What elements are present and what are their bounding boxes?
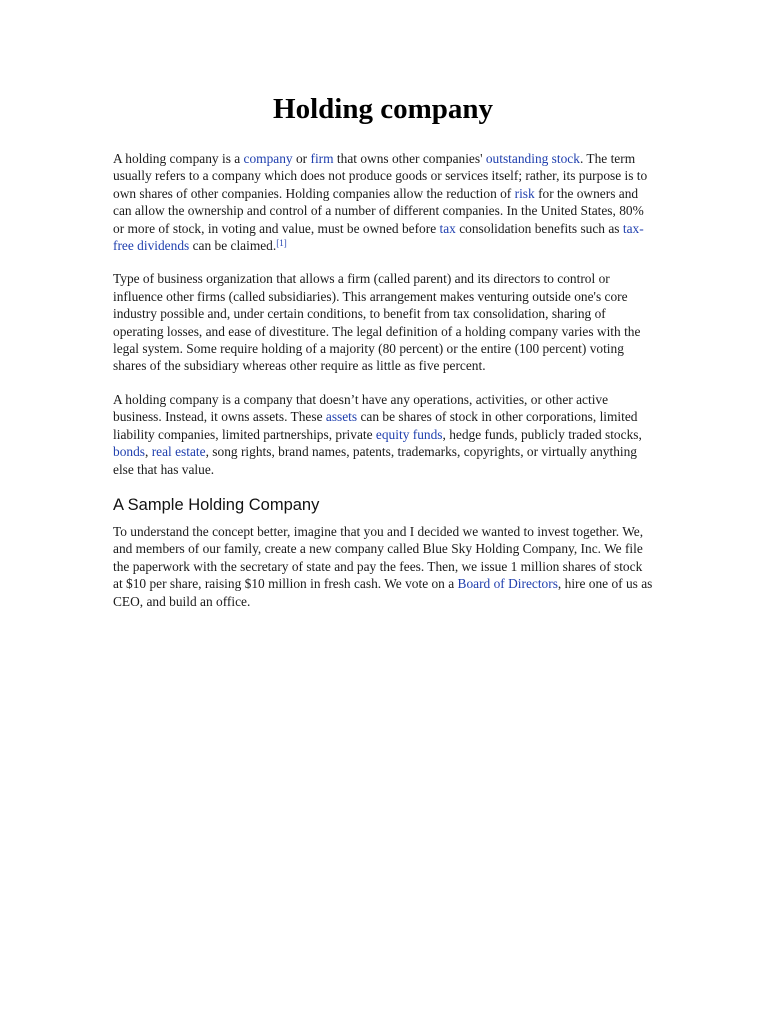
text-run: for the owners and can allow the ownership and control of a number of different companies. In the United States, 80% or more of stock, in voting and value, must be owned before (113, 185, 644, 236)
link-board-of-directors[interactable]: Board of Directors (457, 576, 558, 592)
link-equity-funds[interactable]: equity funds (375, 426, 443, 442)
document-page (113, 88, 653, 626)
link-company[interactable]: company (243, 151, 293, 166)
text-run: . The term usually refers to a company which does not produce goods or services itself; rather, its purpose is to own shares of other companies. Holding companies allow the reduction of (113, 151, 648, 201)
text-run: can be claimed. (189, 238, 277, 254)
text-run: , hire one of us as CEO, and build an office. (113, 576, 653, 609)
paragraph-sample-company (113, 523, 653, 610)
text-run: can be shares of stock in other corporations, limited liability companies, limited partnerships, private (113, 409, 638, 442)
link-risk[interactable]: risk (514, 185, 535, 201)
text-run: To understand the concept better, imagine that you and I decided we wanted to invest together. We, and members of our family, create a new company called Blue Sky Holding Company, Inc. We file the paperwork with the secretary of state and pay the fees. Then, we issue 1 million shares of stock at $10 per share, raising $10 million in fresh cash. We vote on a (113, 523, 644, 592)
link-bonds[interactable]: bonds (113, 444, 145, 460)
text-run: consolidation benefits such as (455, 220, 623, 236)
link-tax[interactable]: tax (439, 220, 456, 236)
text-run: that owns other companies' (333, 151, 486, 166)
text-run: , (145, 444, 152, 460)
paragraph-assets (113, 391, 653, 478)
link-tax-free-dividends[interactable]: tax-free dividends (113, 220, 644, 254)
text-run: , hedge funds, publicly traded stocks, (442, 426, 642, 442)
text-run: A holding company is a company that doesn’t have any operations, activities, or other active business. Instead, it owns assets. These (113, 391, 609, 425)
link-real-estate[interactable]: real estate (151, 444, 206, 460)
paragraph-business-organization: Type of business organization that allows a firm (called parent) and its directors to control or influence other firms (called subsidiaries). This arrangement makes venturing outside one's core industry possible and, under certain conditions, to benefit from tax consolidation, sharing of operating losses, and ease of divestiture. The legal definition of a holding company varies with the legal system. Some require holding of a majority (80 percent) or the entire (100 percent) voting shares of the subsidiary whereas other require as little as five percent. (113, 271, 641, 374)
link-firm[interactable]: firm (310, 151, 334, 166)
page-title: Holding company (273, 93, 493, 125)
paragraph-definition (113, 150, 653, 254)
section-heading: A Sample Holding Company (113, 495, 320, 514)
link-assets[interactable]: assets (325, 409, 358, 425)
text-run: or (292, 151, 311, 166)
link-outstanding-stock[interactable]: outstanding stock (485, 151, 580, 166)
citation-link[interactable]: [1] (276, 238, 287, 249)
text-run: A holding company is a (113, 151, 244, 166)
text-run: , song rights, brand names, patents, trademarks, copyrights, or virtually anything else that has value. (113, 444, 637, 477)
